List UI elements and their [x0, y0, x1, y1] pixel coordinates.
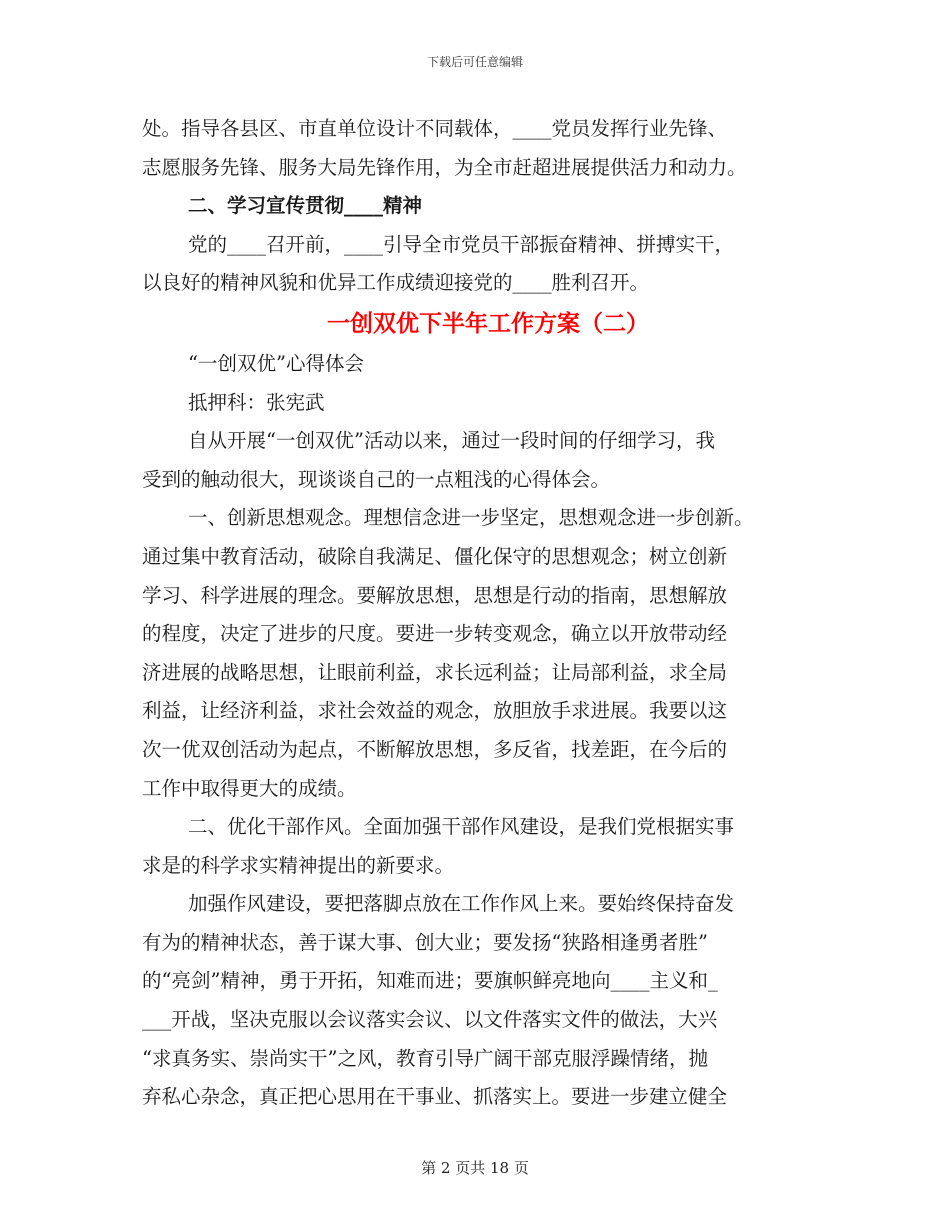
author-line: 抵押科：张宪武: [188, 390, 325, 414]
subtitle: “一创双优”心得体会: [188, 351, 364, 375]
paragraph-line: 以良好的精神风貌和优异工作成绩迎接党的____胜利召开。: [142, 271, 650, 295]
paragraph-line: 加强作风建设，要把落脚点放在工作作风上来。要始终保持奋发: [188, 892, 735, 916]
paragraph-line: 利益，让经济利益，求社会效益的观念，放胆放手求进展。我要以这: [142, 699, 728, 723]
paragraph-line: 济进展的战略思想，让眼前利益，求长远利益；让局部利益，求全局: [142, 660, 728, 684]
paragraph-line: 有为的精神状态，善于谋大事、创大业；要发扬“狭路相逢勇者胜”: [142, 930, 708, 954]
paragraph-line: 的“亮剑”精神，勇于开拓，知难而进；要旗帜鲜亮地向____主义和_: [142, 969, 718, 993]
paragraph-line: 受到的触动很大，现谈谈自己的一点粗浅的心得体会。: [142, 467, 611, 491]
paragraph-line: 次一优双创活动为起点，不断解放思想，多反省，找差距，在今后的: [142, 737, 728, 761]
document-title: 一创双优下半年工作方案（二）: [327, 309, 649, 337]
paragraph-line: 一、创新思想观念。理想信念进一步坚定，思想观念进一步创新。: [188, 506, 754, 530]
document-body: [142, 110, 810, 1117]
paragraph-line: ___开战，坚决克服以会议落实会议、以文件落实文件的做法，大兴: [142, 1008, 718, 1032]
paragraph-line: 弃私心杂念，真正把心思用在干事业、抓落实上。要进一步建立健全: [142, 1085, 728, 1109]
page-number-footer: 第 2 页共 18 页: [421, 1159, 529, 1177]
paragraph-line: 自从开展“一创双优”活动以来，通过一段时间的仔细学习，我: [188, 429, 715, 453]
paragraph-line: 的程度，决定了进步的尺度。要进一步转变观念，确立以开放带动经: [142, 622, 728, 646]
paragraph-line: 党的____召开前，____引导全市党员干部振奋精神、拼搏实干，: [188, 232, 735, 256]
paragraph-line: 处。指导各县区、市直单位设计不同载体，____党员发挥行业先锋、: [142, 117, 728, 140]
paragraph-line: 学习、科学进展的理念。要解放思想，思想是行动的指南，思想解放: [142, 583, 728, 607]
paragraph-line: 工作中取得更大的成绩。: [142, 776, 357, 800]
page-header: 下载后可任意编辑: [426, 55, 523, 69]
paragraph-line: 志愿服务先锋、服务大局先锋作用，为全市赶超进展提供活力和动力。: [142, 155, 747, 179]
paragraph-line: “求真务实、崇尚实干”之风，教育引导广阔干部克服浮躁情绪，抛: [142, 1046, 708, 1070]
paragraph-line: 二、优化干部作风。全面加强干部作风建设，是我们党根据实事: [188, 815, 735, 839]
paragraph-line: 求是的科学求实精神提出的新要求。: [142, 853, 455, 877]
section-heading: 二、学习宣传贯彻____精神: [188, 194, 423, 218]
paragraph-line: 通过集中教育活动，破除自我满足、僵化保守的思想观念；树立创新: [142, 544, 728, 568]
